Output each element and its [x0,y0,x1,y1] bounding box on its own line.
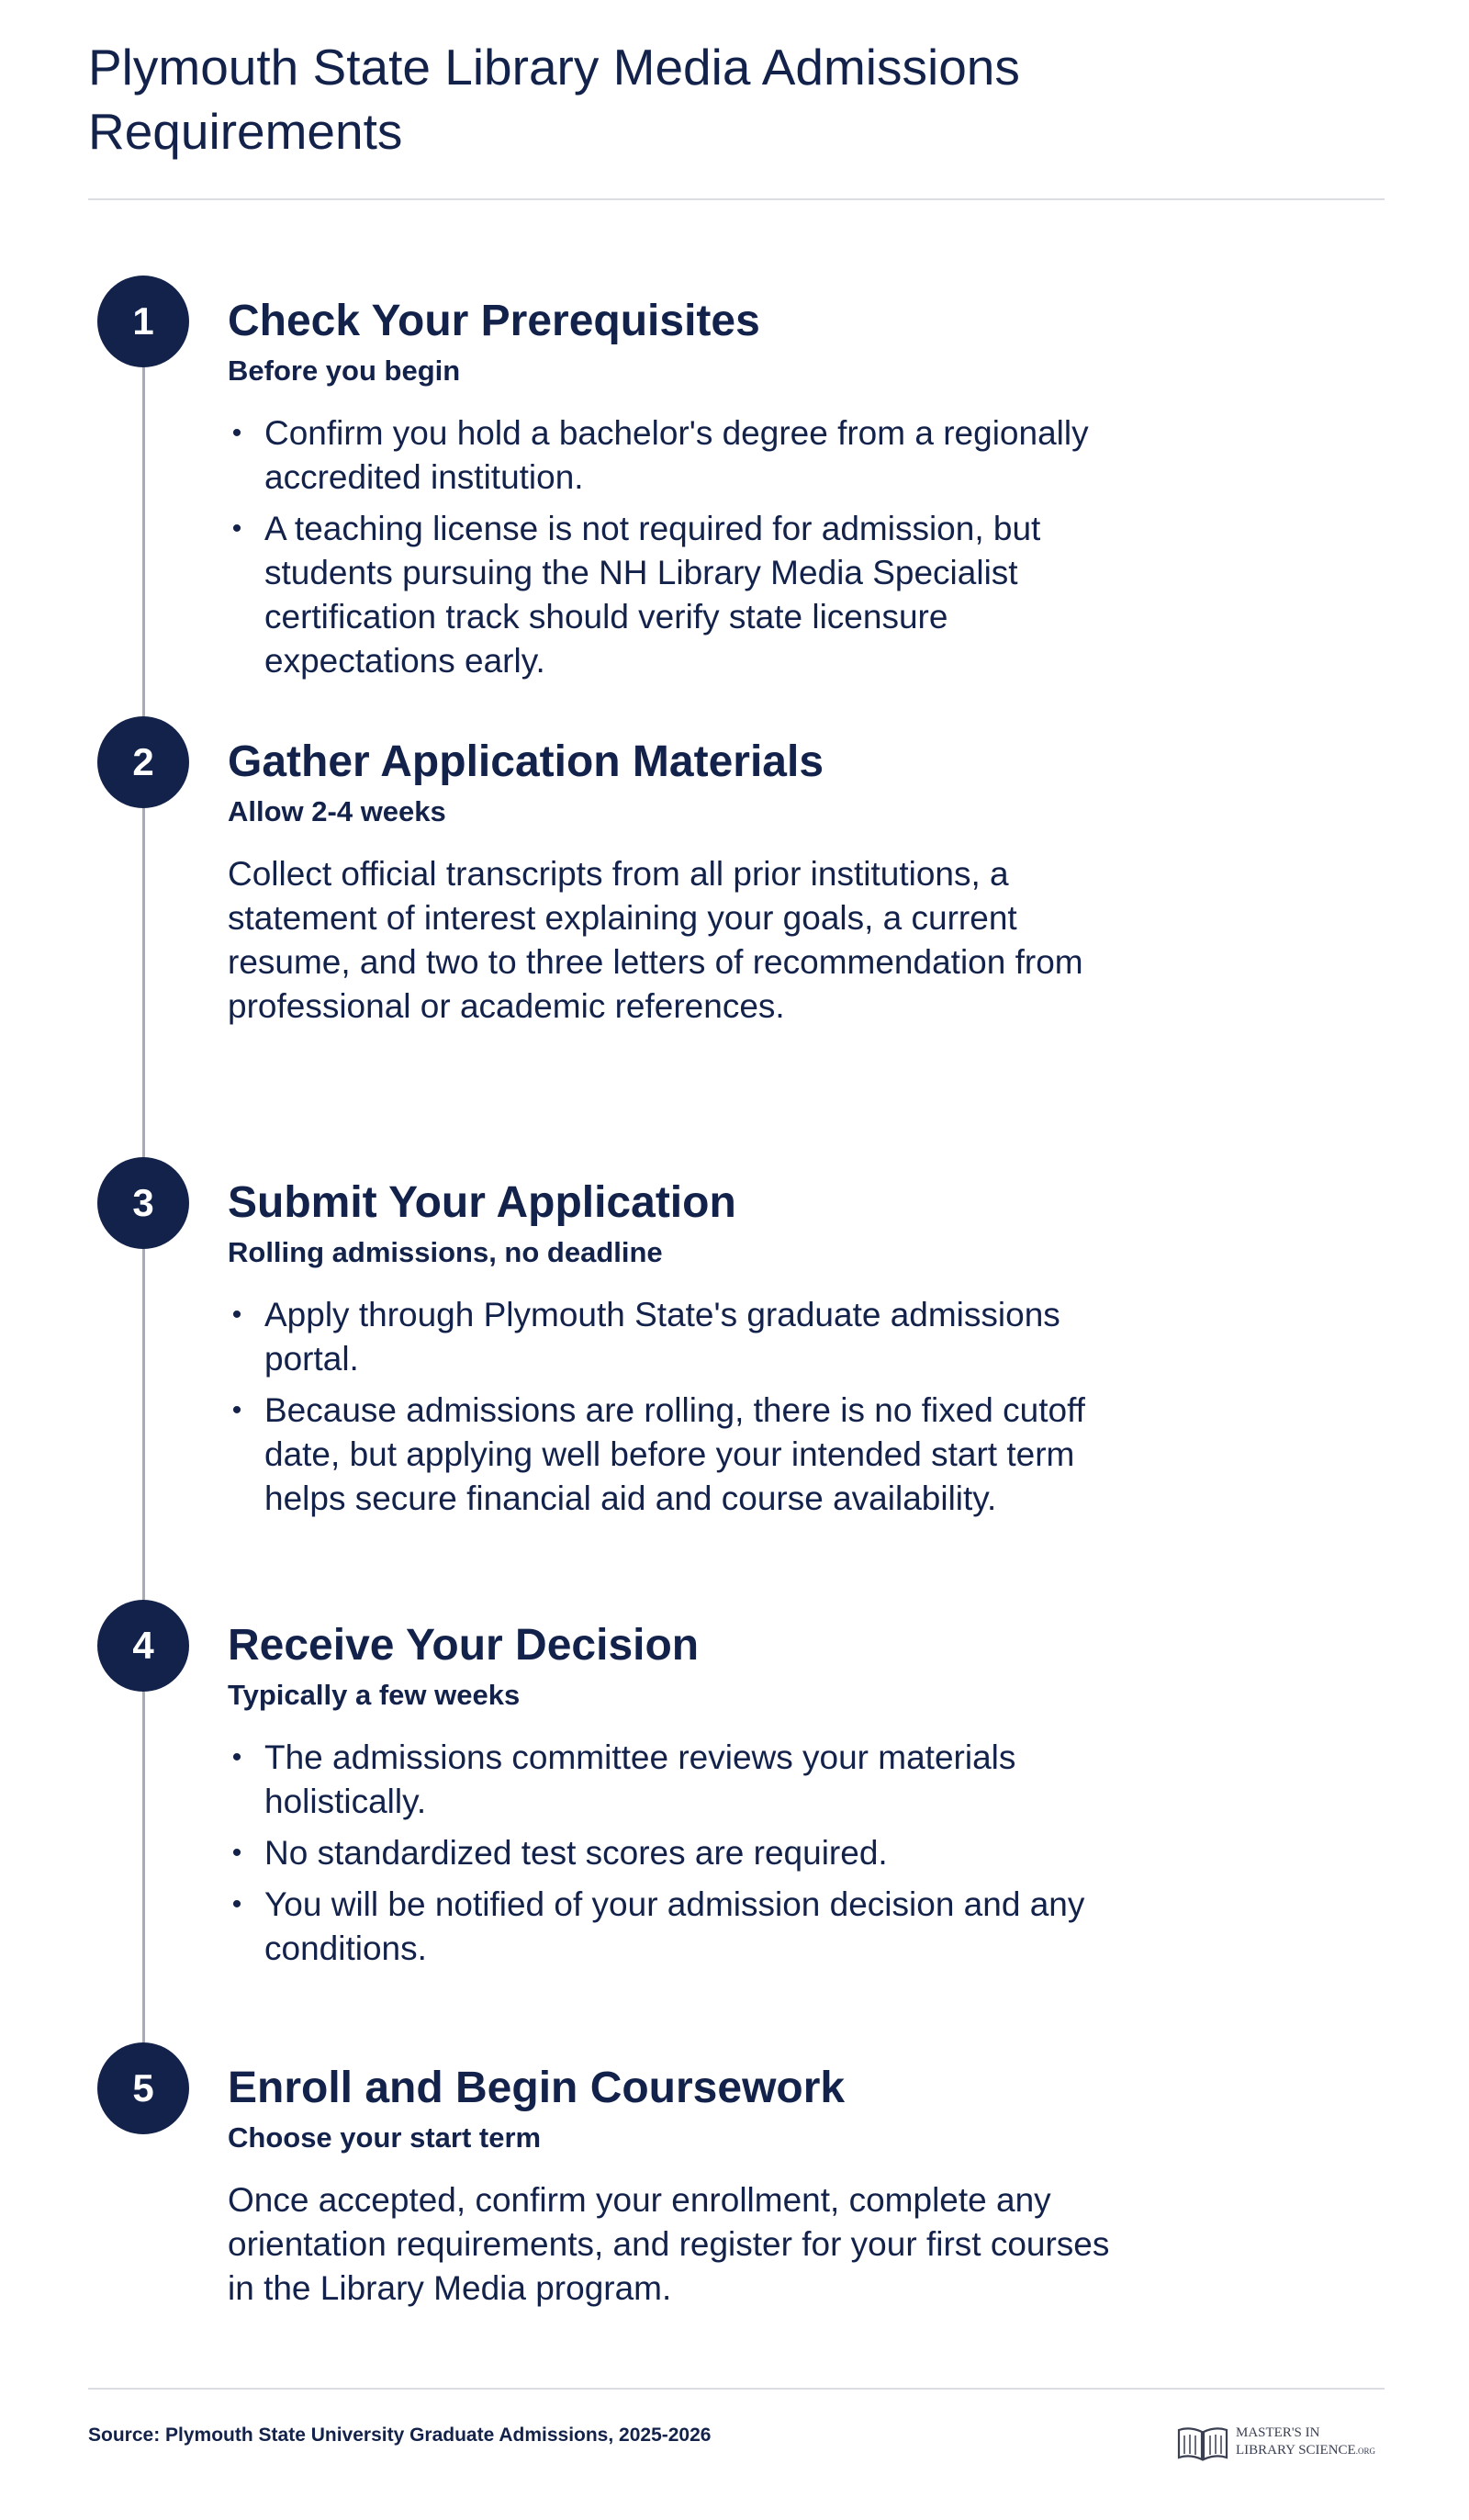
logo-line-2-main: LIBRARY SCIENCE [1236,2443,1356,2458]
bullet-text: Apply through Plymouth State's graduate admissions portal. [264,1296,1060,1378]
title-divider [88,198,1385,200]
step-subtitle: Rolling admissions, no deadline [228,1236,663,1268]
step-subtitle: Before you begin [228,354,461,387]
open-book-icon [1175,2423,1230,2463]
step-title: Enroll and Begin Coursework [228,2064,846,2112]
bullet-dot: • [231,1742,242,1772]
bullet-text: Confirm you hold a bachelor's degree from a regionally accredited institution. [264,414,1089,496]
bullet-text: Because admissions are rolling, there is no fixed cutoff date, but applying well before your intended start term helps secure financial aid and course availability. [264,1391,1085,1517]
page-title: Plymouth State Library Media Admissions Requirements [88,39,1020,160]
step-subtitle: Allow 2-4 weeks [228,795,446,827]
step-number-badge: 3 [97,1157,189,1249]
footer-divider [88,2388,1385,2390]
bullet-text: No standardized test scores are required. [264,1834,888,1872]
step-description: Collect official transcripts from all prior institutions, a statement of interest explaining your goals, a current resume, and two to three letters of recommendation from professional or academic references. [228,855,1083,1025]
bullet-dot: • [231,1395,242,1425]
bullet-dot: • [231,513,242,544]
site-logo [1175,2423,1386,2463]
bullet-dot: • [231,418,242,448]
logo-suffix: .ORG [1355,2447,1375,2456]
step-title: Check Your Prerequisites [228,297,760,345]
logo-line-1: MASTER'S IN [1236,2425,1320,2440]
bullet-text: A teaching license is not required for admission, but students pursuing the NH Library Media Specialist certification track should verify state licensure expectations early. [264,510,1041,680]
bullet-item [228,1389,1127,1521]
bullet-list [228,411,1127,683]
step-content [228,735,1146,1029]
step-subtitle: Typically a few weeks [228,1679,521,1711]
step-title: Gather Application Materials [228,737,824,786]
source-note: Source: Plymouth State University Graduate Admissions, 2025-2026 [88,2424,712,2446]
bullet-item [228,1883,1127,1971]
bullet-list [228,1736,1127,1971]
step-content [228,2061,1146,2311]
bullet-item [228,1831,1127,1875]
step-number-badge: 2 [97,716,189,808]
bullet-dot: • [231,1838,242,1868]
bullet-text: You will be notified of your admission decision and any conditions. [264,1885,1085,1967]
step-number-badge: 1 [97,276,189,367]
bullet-dot: • [231,1299,242,1330]
step-content [228,1176,1146,1528]
step-number-badge: 5 [97,2042,189,2134]
logo-line-2 [1236,2442,1375,2460]
step-content [228,294,1146,691]
bullet-item [228,507,1127,683]
bullet-text: The admissions committee reviews your materials holistically. [264,1738,1016,1820]
step-title: Receive Your Decision [228,1621,700,1670]
step-content [228,1618,1146,1978]
step-description: Once accepted, confirm your enrollment, complete any orientation requirements, and register for your first courses in the Library Media program. [228,2181,1110,2307]
step-title: Submit Your Application [228,1178,736,1227]
bullet-item [228,1293,1127,1381]
bullet-item [228,411,1127,500]
bullet-list [228,1293,1127,1521]
bullet-dot: • [231,1889,242,1919]
step-subtitle: Choose your start term [228,2121,542,2154]
step-number-badge: 4 [97,1600,189,1692]
logo-wordmark [1236,2424,1375,2460]
bullet-item [228,1736,1127,1824]
